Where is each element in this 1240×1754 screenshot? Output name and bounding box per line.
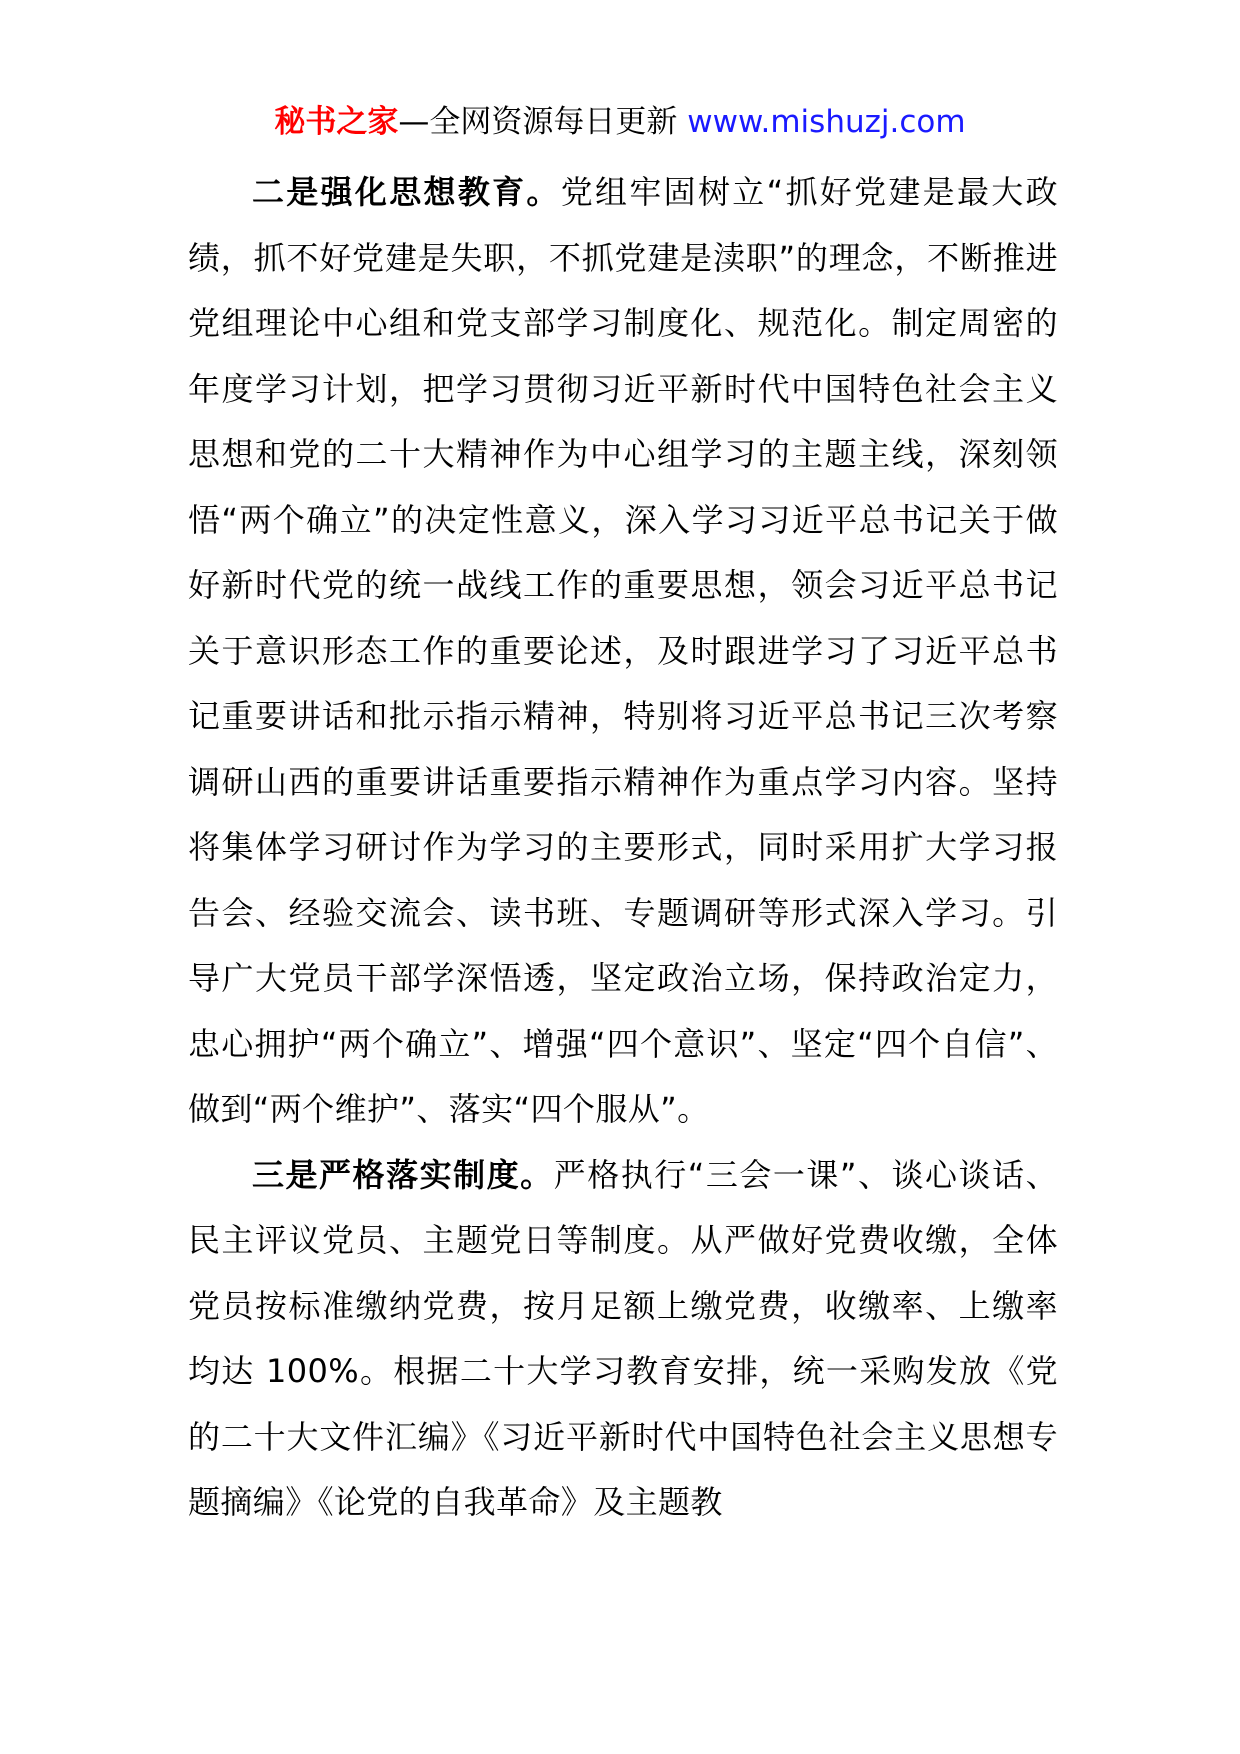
paragraph-text: 党组牢固树立“抓好党建是最大政绩，抓不好党建是失职，不抓党建是渎职”的理念，不断推进党组理论中心组和党支部学习制度化、规范化。制定周密的年度学习计划，把学习贯彻习近平新时代中国特色社会主义思想和党的二十大精神作为中心组学习的主题主线，深刻领悟“两个确立”的决定性意义，深入学习习近平总书记关于做好新时代党的统一战线工作的重要思想，领会习近平总书记关于意识形态工作的重要论述，及时跟进学习了习近平总书记重要讲话和批示指示精神，特别将习近平总书记三次考察调研山西的重要讲话重要指示精神作为重点学习内容。坚持将集体学习研讨作为学习的主要形式，同时采用扩大学习报告会、经验交流会、读书班、专题调研等形式深入学习。引导广大党员干部学深悟透，坚定政治立场，保持政治定力，忠心拥护“两个确立”、增强“四个意识”、坚定“四个自信”、做到“两个维护”、落实“四个服从”。 (188, 173, 1058, 1128)
paragraph-text: 严格执行“三会一课”、谈心谈话、民主评议党员、主题党日等制度。从严做好党费收缴，全体党员按标准缴纳党费，按月足额上缴党费，收缴率、上缴率均达 100%。根据二十大学习教育安排，统一采购发放《党的二十大文件汇编》《习近平新时代中国特色社会主义思想专题摘编》《论党的自我革命》及主题教 (188, 1155, 1058, 1521)
site-header (0, 100, 1240, 144)
document-body (188, 160, 1058, 1536)
paragraph-lead: 二是强化思想教育。 (252, 173, 561, 211)
paragraph-system-implementation (188, 1143, 1058, 1536)
site-tagline: —全网资源每日更新 (398, 104, 678, 140)
paragraph-thought-education (188, 160, 1058, 1143)
site-brand: 秘书之家 (274, 104, 399, 140)
site-url-link[interactable]: www.mishuzj.com (687, 104, 966, 140)
paragraph-lead: 三是严格落实制度。 (252, 1155, 554, 1194)
